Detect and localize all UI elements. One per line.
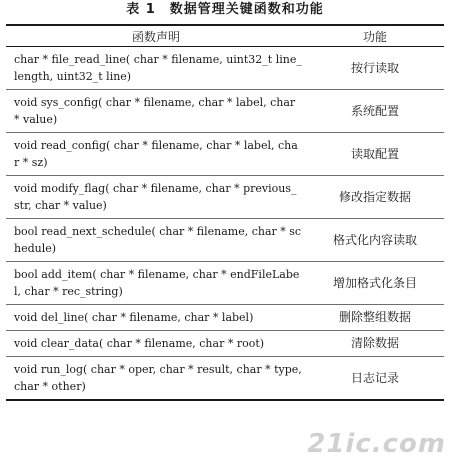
- table-row: [6, 47, 444, 90]
- table-row: [6, 357, 444, 401]
- function-description: 读取配置: [306, 133, 444, 176]
- table-caption: [0, 2, 450, 18]
- table-title: 数据管理关键函数和功能: [169, 2, 324, 17]
- function-description: 按行读取: [306, 47, 444, 90]
- function-description: 删除整组数据: [306, 305, 444, 331]
- function-description: 系统配置: [306, 90, 444, 133]
- header-row: [6, 25, 444, 47]
- function-declaration: void modify_flag( char * filename, char * previous_str, char * value): [6, 176, 306, 219]
- function-description: 增加格式化条目: [306, 262, 444, 305]
- table-number: 表 1: [126, 2, 156, 17]
- function-description: 清除数据: [306, 331, 444, 357]
- table-row: [6, 262, 444, 305]
- table-row: [6, 331, 444, 357]
- function-declaration: void clear_data( char * filename, char * root): [6, 331, 306, 357]
- table-row: [6, 305, 444, 331]
- function-description: 日志记录: [306, 357, 444, 401]
- function-declaration: void del_line( char * filename, char * label): [6, 305, 306, 331]
- function-table: [6, 24, 444, 401]
- table-row: [6, 133, 444, 176]
- function-declaration: char * file_read_line( char * filename, uint32_t line_length, uint32_t line): [6, 47, 306, 90]
- table-row: [6, 176, 444, 219]
- function-declaration: void run_log( char * oper, char * result, char * type, char * other): [6, 357, 306, 401]
- column-header-function: 功能: [306, 25, 444, 47]
- function-declaration: void sys_config( char * filename, char * label, char * value): [6, 90, 306, 133]
- watermark-logo: 21ic.com: [307, 429, 446, 459]
- table-row: [6, 90, 444, 133]
- function-declaration: void read_config( char * filename, char * label, char * sz): [6, 133, 306, 176]
- column-header-declaration: 函数声明: [6, 25, 306, 47]
- function-description: 格式化内容读取: [306, 219, 444, 262]
- table-row: [6, 219, 444, 262]
- function-declaration: bool add_item( char * filename, char * endFileLabel, char * rec_string): [6, 262, 306, 305]
- function-declaration: bool read_next_schedule( char * filename, char * schedule): [6, 219, 306, 262]
- function-description: 修改指定数据: [306, 176, 444, 219]
